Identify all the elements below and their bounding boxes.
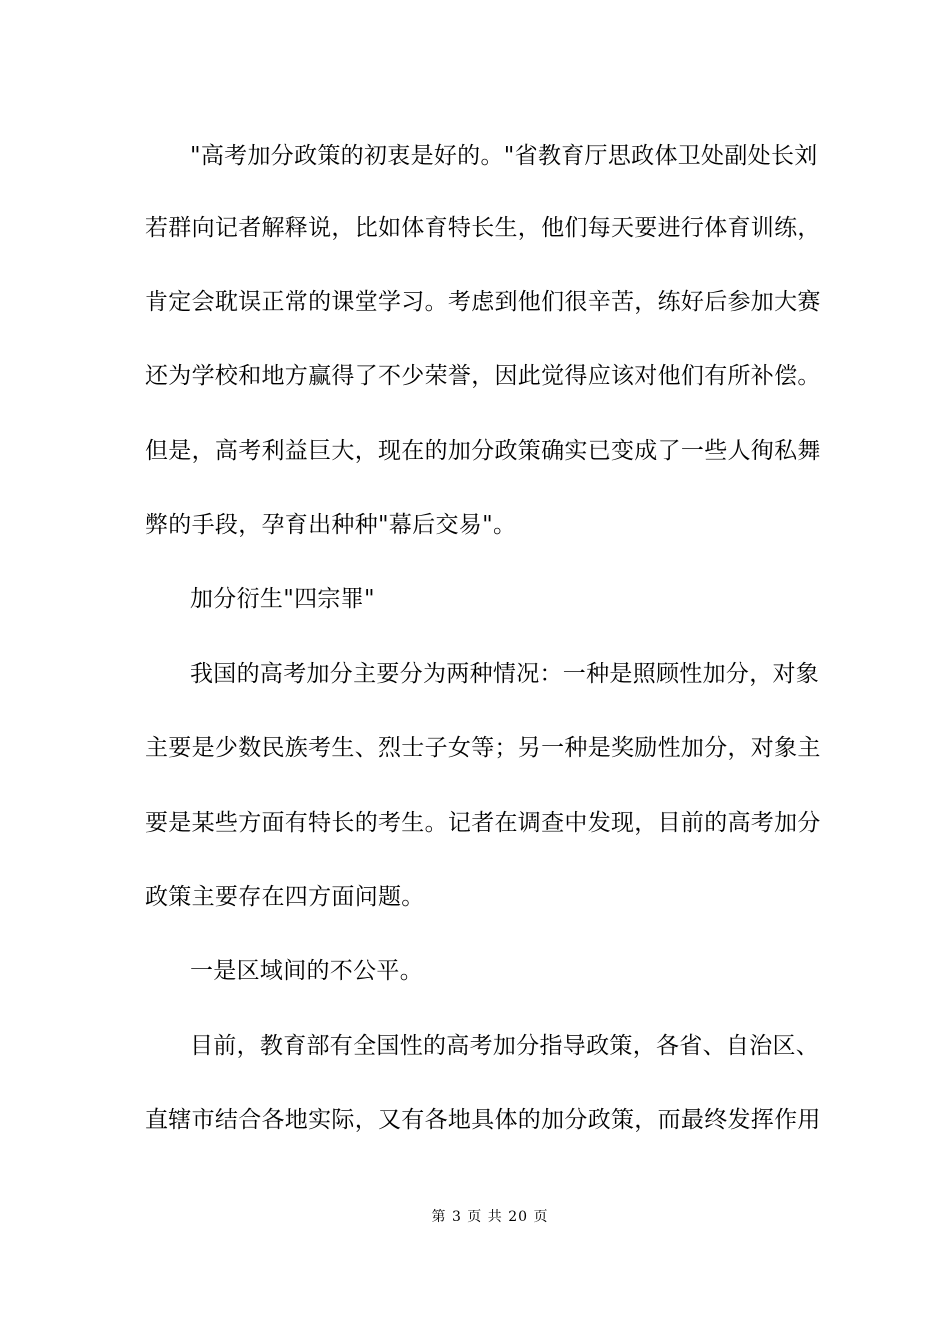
paragraph-line: "高考加分政策的初衷是好的。"省教育厅思政体卫处副处长刘 (190, 143, 818, 169)
paragraph-line: 肯定会耽误正常的课堂学习。考虑到他们很辛苦，练好后参加大赛 (145, 289, 821, 315)
paragraph-line: 我国的高考加分主要分为两种情况：一种是照顾性加分，对象 (190, 661, 820, 687)
page-number-footer: 第 3 页 共 20 页 (431, 1209, 549, 1225)
paragraph-line: 直辖市结合各地实际，又有各地具体的加分政策，而最终发挥作用 (145, 1107, 821, 1133)
paragraph-line: 若群向记者解释说，比如体育特长生，他们每天要进行体育训练， (145, 215, 821, 241)
paragraph-line: 一是区域间的不公平。 (190, 958, 423, 984)
section-heading: 加分衍生"四宗罪" (190, 586, 375, 612)
paragraph-line: 但是，高考利益巨大，现在的加分政策确实已变成了一些人徇私舞 (145, 438, 821, 464)
paragraph-line: 政策主要存在四方面问题。 (145, 884, 425, 910)
paragraph-line: 主要是少数民族考生、烈士子女等；另一种是奖励性加分，对象主 (145, 735, 821, 761)
paragraph-line: 目前，教育部有全国性的高考加分指导政策，各省、自治区、 (190, 1033, 820, 1059)
paragraph-line: 要是某些方面有特长的考生。记者在调查中发现，目前的高考加分 (145, 810, 821, 836)
paragraph-line: 还为学校和地方赢得了不少荣誉，因此觉得应该对他们有所补偿。 (145, 363, 821, 389)
paragraph-line: 弊的手段，孕育出种种"幕后交易"。 (145, 512, 517, 538)
